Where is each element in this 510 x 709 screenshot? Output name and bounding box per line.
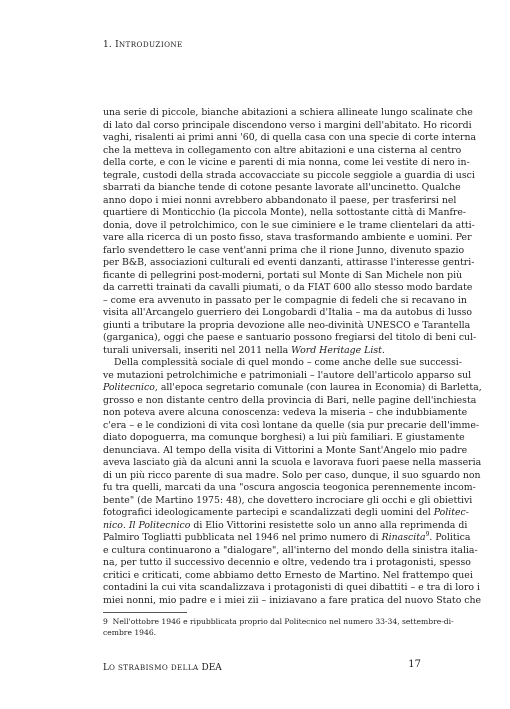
text-line: na, per tutto il successivo decennio e oltre, vedendo tra i protagonisti, spesso bbox=[103, 557, 471, 568]
text-line: vaghi, risalenti ai primi anni '60, di quella casa con una specie di corte interna bbox=[103, 132, 477, 143]
text-line: di un più ricco parente di sua madre. Solo per caso, dunque, il suo sguardo non bbox=[103, 469, 481, 481]
text-line: nico. Il Politecnico di Elio Vittorini resistette solo un anno alla reprimenda di bbox=[103, 519, 468, 531]
text-line: Della complessità sociale di quel mondo – come anche delle sue successi- bbox=[114, 357, 462, 368]
paragraph-2 bbox=[103, 357, 482, 607]
text-line: denunciava. Al tempo della visita di Vittorini a Monte Sant'Angelo mio padre bbox=[103, 444, 468, 456]
text-line: visita all'Arcangelo guerriero dei Longobardi d'Italia – ma da autobus di lusso bbox=[103, 307, 473, 318]
text-line: Palmiro Togliatti pubblicata nel 1946 nel primo numero di Rinascita$^9$. Politica bbox=[103, 530, 471, 543]
text-line: della corte, e con le vicine e parenti di mia nonna, come lei vestite di nero in- bbox=[103, 157, 470, 168]
text-line: sbarrati da bianche tende di cotone pesante lavorate all'uncinetto. Qualche bbox=[103, 182, 461, 193]
section-title: INTRODUZIONE bbox=[115, 40, 183, 50]
text-line: donia, dove il petrolchimico, con le sue ciminiere e le trame clientelari da atti- bbox=[103, 219, 475, 231]
word-heritage-list: Word Heritage List bbox=[291, 344, 382, 356]
text-line: di lato dal corso principale discendono verso i margini dell'abitato. Ho ricordi bbox=[103, 119, 472, 131]
text-line: miei nonni, mio padre e i miei zii – iniziavano a fare pratica del nuovo Stato che bbox=[103, 594, 482, 606]
text-line: Politecnico, all'epoca segretario comunale (con laurea in Economia) di Barletta, bbox=[103, 382, 482, 393]
text-line: c'era – e le condizioni di vita così lontane da quelle (sia pur precarie dell'imme- bbox=[103, 419, 480, 431]
text-line: contadini la cui vita scandalizzava i protagonisti di quei dibattiti – e tra di loro i bbox=[103, 582, 480, 593]
text-line: per B&B, associazioni culturali ed eventi danzanti, attirasse l'interesse gentri- bbox=[103, 257, 475, 268]
text-line: vare alla ricerca di un posto fisso, stava trasformando ambiente e uomini. Per bbox=[103, 232, 472, 243]
text-line: che la metteva in collegamento con altre abitazioni e una cisterna al centro bbox=[103, 144, 462, 156]
text-line: ficante di pellegrini post-moderni, portati sul Monte di San Michele non più bbox=[103, 269, 463, 281]
text-line: ve mutazioni petrolchimiche e patrimoniali – l'autore dell'articolo apparso sul bbox=[103, 369, 472, 381]
footnote-line: cembre 1946. bbox=[103, 627, 157, 637]
text-line: e cultura continuarono a "dialogare", all'interno del mondo della sinistra italia- bbox=[103, 544, 478, 556]
text-line: farlo svendettero le case vent'anni prima che il rione Junno, divenuto spazio bbox=[103, 244, 465, 256]
text-line: – come era avvenuto in passato per le compagnie di fedeli che si recavano in bbox=[103, 294, 467, 306]
running-head bbox=[103, 40, 183, 50]
body-text bbox=[103, 107, 482, 607]
text-line: fotografici ideologicamente partecipi e scandalizzati degli uomini del Politec- bbox=[103, 507, 469, 518]
text-line: non poteva avere alcuna conoscenza: vedeva la miseria – che indubbiamente bbox=[103, 407, 468, 418]
text-line: (garganica), oggi che paese e santuario possono fregiarsi del titolo di beni cul- bbox=[103, 332, 477, 343]
dea-word: DEA bbox=[201, 663, 222, 673]
page-number: 17 bbox=[408, 659, 421, 670]
text-line: aveva lasciato già da alcuni anni la scuola e lavorava fuori paese nella masseria bbox=[103, 457, 482, 468]
text-line: diato dopoguerra, ma comunque borghesi) a lui più familiari. E giustamente bbox=[103, 432, 465, 443]
text-line: quartiere di Monticchio (la piccola Monte), nella sottostante città di Manfre- bbox=[103, 207, 467, 218]
running-foot-title: LO STRABISMO DELLA DEA bbox=[103, 663, 222, 673]
text-line: grosso e non distante centro della provincia di Bari, nelle pagine dell'inchiesta bbox=[103, 394, 477, 406]
text-line: critici e criticati, come abbiamo detto Ernesto de Martino. Nel frattempo quei bbox=[103, 569, 473, 581]
text-line: turali universali, inseriti nel 2011 nella Word Heritage List. bbox=[103, 344, 385, 356]
footnote bbox=[103, 617, 454, 638]
text-line: una serie di piccole, bianche abitazioni a schiera allineate lungo scalinate che bbox=[103, 107, 473, 118]
text-line: bente" (de Martino 1975: 48), che dovettero incrociare gli occhi e gli obiettivi bbox=[103, 494, 473, 506]
text-line: anno dopo i miei nonni avrebbero abbandonato il paese, per trasferirsi nel bbox=[103, 194, 457, 206]
footnote-number: 9 bbox=[103, 617, 108, 626]
text-line: giunti a tributare la propria devozione alle neo-divinità UNESCO e Tarantella bbox=[103, 319, 471, 331]
paragraph-1 bbox=[103, 107, 477, 357]
text-line: tegrale, custodi della strada accovacciate su piccole seggiole a guardia di usci bbox=[103, 169, 475, 181]
text-line: fu tra quelli, marcati da una "oscura angoscia teogonica perennemente incom- bbox=[103, 482, 476, 493]
section-number: 1. bbox=[103, 40, 112, 50]
footnote-line: 9 Nell'ottobre 1946 e ripubblicata proprio dal Politecnico nel numero 33-34, settembre-di- bbox=[103, 617, 454, 626]
footnote-divider bbox=[103, 612, 187, 613]
footnote-reference[interactable]: 9 bbox=[425, 530, 430, 538]
text-line: da carretti trainati da cavalli piumati, o da FIAT 600 allo stesso modo bardate bbox=[103, 282, 473, 293]
